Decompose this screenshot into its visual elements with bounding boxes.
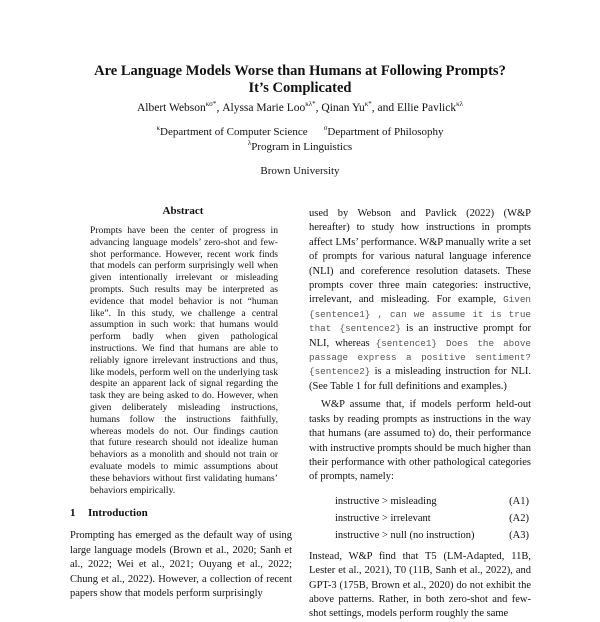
affiliation-text: Department of Computer Science	[160, 126, 308, 138]
equation-list	[309, 493, 531, 544]
affiliation-mark: λ	[247, 139, 252, 147]
author-name: Albert Webson	[136, 102, 206, 114]
paragraph-text: is an instructive prompt for NLI, whereas	[309, 323, 532, 349]
equation	[309, 510, 531, 527]
paper-title	[0, 63, 600, 97]
title-line-2: It’s Complicated	[248, 80, 352, 96]
affiliation-mark: κ	[156, 124, 161, 132]
abstract-text: Prompts have been the center of progress in advancing language models’ zero-shot and few-shot performance. However, recent work finds that models can perform surprisingly well when given intentionally irrelevant or misleading prompts. Such results may be interpreted as evidence that model behavior is not “human like”. In this study, we challenge a central assumption in such work: that humans would perform badly when given pathological instructions. We find that humans are able to reliably ignore irrelevant instructions and thus, like models, perform well on the underlying task despite an apparent lack of signal regarding the task they are being asked to do. However, when given deliberately misleading instructions, humans follow the instructions faithfully, whereas models do not. Our findings caution that future research should not idealize human behaviors as a monolith and should not train or evaluate models to mimic assumptions about these behaviors without first validating humans’ behaviors empirically.	[90, 225, 278, 496]
author-list	[0, 101, 600, 115]
paragraph-text: is a misleading instruction for NLI. (See Table 1 for full definitions and examples.)	[309, 366, 531, 392]
author-marks: κ*	[364, 100, 372, 108]
author-separator: ,	[315, 102, 322, 114]
section-number: 1	[70, 507, 76, 519]
equation-number: (A1)	[509, 495, 529, 507]
section-heading-introduction	[70, 507, 148, 519]
equation-number: (A3)	[509, 529, 529, 541]
author-marks: κλ*	[305, 100, 316, 108]
affiliation-text: Program in Linguistics	[251, 141, 353, 153]
paragraph: W&P assume that, if models perform held-out tasks by reading prompts as instructions in the way that humans (are assumed to) do, their performance with instructive prompts should be much higher than their performance with other pathological categories of prompts, namely:	[309, 399, 531, 483]
affiliation-row	[0, 125, 600, 140]
abstract-heading: Abstract	[162, 205, 204, 217]
author-name: Qinan Yu	[321, 102, 365, 114]
prompt-example-instructive: Given {sentence1} , can we assume it is true that {sentence2}	[309, 294, 531, 335]
author-name: Alyssa Marie Loo	[222, 102, 306, 114]
paragraph-text: used by Webson and Pavlick (2022) (W&P hereafter) to study how instructions in prompts affect LMs’ performance. W&P manually write a set of prompts for various natural language inference (NLI) and coreference resolution datasets. These prompts cover three main categories: instructive, irrelevant, and misleading. For example,	[309, 208, 531, 306]
right-column	[309, 207, 531, 622]
introduction-text: Prompting has emerged as the default way of using large language models (Brown et al., 2020; Sanh et al., 2022; Wei et al., 2021; Ouyang et al., 2022; Chung et al., 2022). However, a collection of recent papers show that models perform surprisingly	[70, 530, 292, 600]
author-separator: ,	[216, 102, 223, 114]
equation-expression: instructive > irrelevant	[335, 512, 431, 524]
prompt-example-misleading: {sentence1} Does the above passage express a positive sentiment? {sentence2}	[309, 337, 531, 378]
equation	[309, 527, 531, 544]
paragraph	[309, 207, 531, 394]
university: Brown University	[260, 165, 340, 177]
equation-expression: instructive > null (no instruction)	[335, 529, 475, 541]
affiliations	[0, 125, 600, 155]
affiliation-mark: σ	[323, 124, 328, 132]
section-title: Introduction	[88, 507, 148, 519]
affiliation-row	[0, 140, 600, 155]
title-line-1: Are Language Models Worse than Humans at Following Prompts?	[94, 63, 506, 79]
equation	[309, 493, 531, 510]
author-marks: κλ	[456, 100, 464, 108]
paragraph: Instead, W&P find that T5 (LM-Adapted, 11B, Lester et al., 2021), T0 (11B, Sanh et al., 2022), and GPT-3 (175B, Brown et al., 2020) do not exhibit the above patterns. Rather, in both zero-shot and few-shot settings, models perform roughly the same	[309, 550, 531, 620]
affiliation-text: Department of Philosophy	[327, 126, 444, 138]
author-separator: , and	[371, 102, 398, 114]
author-name: Ellie Pavlick	[397, 102, 457, 114]
equation-number: (A2)	[509, 512, 529, 524]
author-marks: κσ*	[205, 100, 217, 108]
equation-expression: instructive > misleading	[335, 495, 437, 507]
